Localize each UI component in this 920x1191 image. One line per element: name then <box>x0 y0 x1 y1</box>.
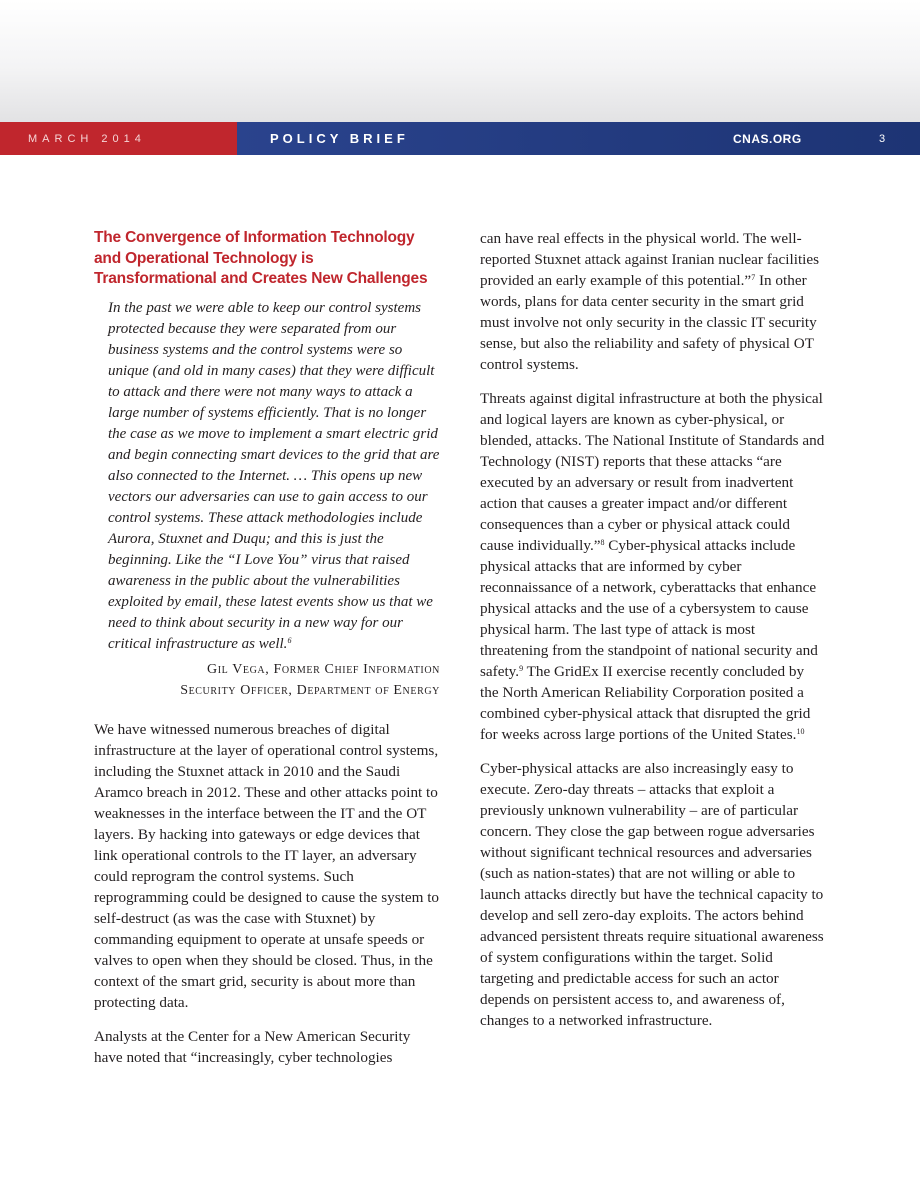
quote-attribution <box>94 659 440 701</box>
header-band <box>237 122 920 155</box>
paragraph-text: In other words, plans for data center security in the smart grid must involve not only security in the classic IT security sense, but also the reliability and safety of physical OT control systems. <box>480 272 817 373</box>
body-paragraph: Analysts at the Center for a New American Security have noted that “increasingly, cyber technologies <box>94 1027 411 1066</box>
footnote-ref[interactable]: 7 <box>751 273 756 282</box>
left-column <box>94 228 440 1081</box>
header-banner <box>0 122 920 155</box>
body-paragraph <box>480 388 825 745</box>
block-quote <box>108 298 440 655</box>
header-title: POLICY BRIEF <box>270 131 409 146</box>
paragraph-text: Threats against digital infrastructure at both the physical and logical layers are known as cyber-physical, or blended, attacks. The National Institute of Standards and Technology (NIST) reports that these attacks “are executed by an adversary or result from inadvertent action that causes a greater impact and/or different consequences than a cyber or physical attack could cause individually.” <box>480 390 825 554</box>
footnote-ref[interactable]: 9 <box>519 664 524 673</box>
body-paragraph: We have witnessed numerous breaches of digital infrastructure at the layer of operational control systems, including the Stuxnet attack in 2010 and the Saudi Aramco breach in 2012. These and other attacks point to weaknesses in the interface between the IT and the OT layers. By hacking into gateways or edge devices that link operational controls to the IT layer, an adversary could reprogram the control systems. Such reprogramming could be designed to cause the system to self-destruct (as was the case with Stuxnet) by commanding equipment to operate at unsafe speeds or valves to open when they should be closed. Thus, in the context of the smart grid, security is about more than protecting data. <box>94 720 440 1011</box>
body-paragraph: Cyber-physical attacks are also increasingly easy to execute. Zero-day threats – attacks that exploit a previously unknown vulnerability – are of particular concern. They close the gap between rogue adversaries without significant technical resources and adversaries (such as nation-states) that are not willing or able to launch attacks directly but have the technical capacity to develop and sell zero-day exploits. The actors behind advanced persistent threats require situational awareness of system configurations within the target. Solid targeting and predictable access for such an actor depends on persistent access to, and awareness of, changes to a networked infrastructure. <box>480 760 824 1029</box>
attribution-line: Gil Vega, Former Chief Information <box>207 661 440 677</box>
footnote-ref[interactable]: 10 <box>796 727 805 736</box>
paragraph-text: Cyber-physical attacks include physical attacks that are informed by cyber reconnaissance of a network, cyberattacks that enhance physical attacks and the use of a cybersystem to cause physical harm. The last type of attack is most threatening from the standpoint of national security and safety. <box>480 537 818 680</box>
right-column <box>480 228 825 1044</box>
paragraph-text: can have real effects in the physical world. The well-reported Stuxnet attack against Iranian nuclear facilities provided an early example of this potential.” <box>480 230 820 289</box>
section-heading: The Convergence of Information Technology and Operational Technology is Transformational and Creates New Challenges <box>94 229 428 287</box>
quote-text: In the past we were able to keep our control systems protected because they were separated from our business systems and the control systems were so unique (and old in many cases) that they were difficult to attack and there were not many ways to attack a large number of systems efficiently. That is no longer the case as we move to implement a smart electric grid and begin connecting smart devices to the grid that are also connected to the Internet. … This opens up new vectors our adversaries can use to gain access to our control systems. These attack methodologies include Aurora, Stuxnet and Duqu; and this is just the beginning. Like the “I Love You” virus that raised awareness in the public about the vulnerabilities exploited by email, these latest events show us that we need to think about security in a new way for our critical infrastructure as well. <box>108 299 440 652</box>
header-shade <box>0 0 920 122</box>
paragraph-text: The GridEx II exercise recently concluded by the North American Reliability Corporation posited a combined cyber-physical attack that disrupted the grid for weeks across large portions of the United States. <box>480 663 811 743</box>
body-paragraph <box>480 228 825 375</box>
footnote-ref[interactable]: 8 <box>600 538 605 547</box>
page-number: 3 <box>879 133 886 145</box>
attribution-line: Security Officer, Department of Energy <box>180 682 440 698</box>
footnote-ref[interactable]: 6 <box>287 635 292 645</box>
header-date: MARCH 2014 <box>0 122 237 155</box>
header-site-link[interactable]: CNAS.ORG <box>733 132 802 146</box>
